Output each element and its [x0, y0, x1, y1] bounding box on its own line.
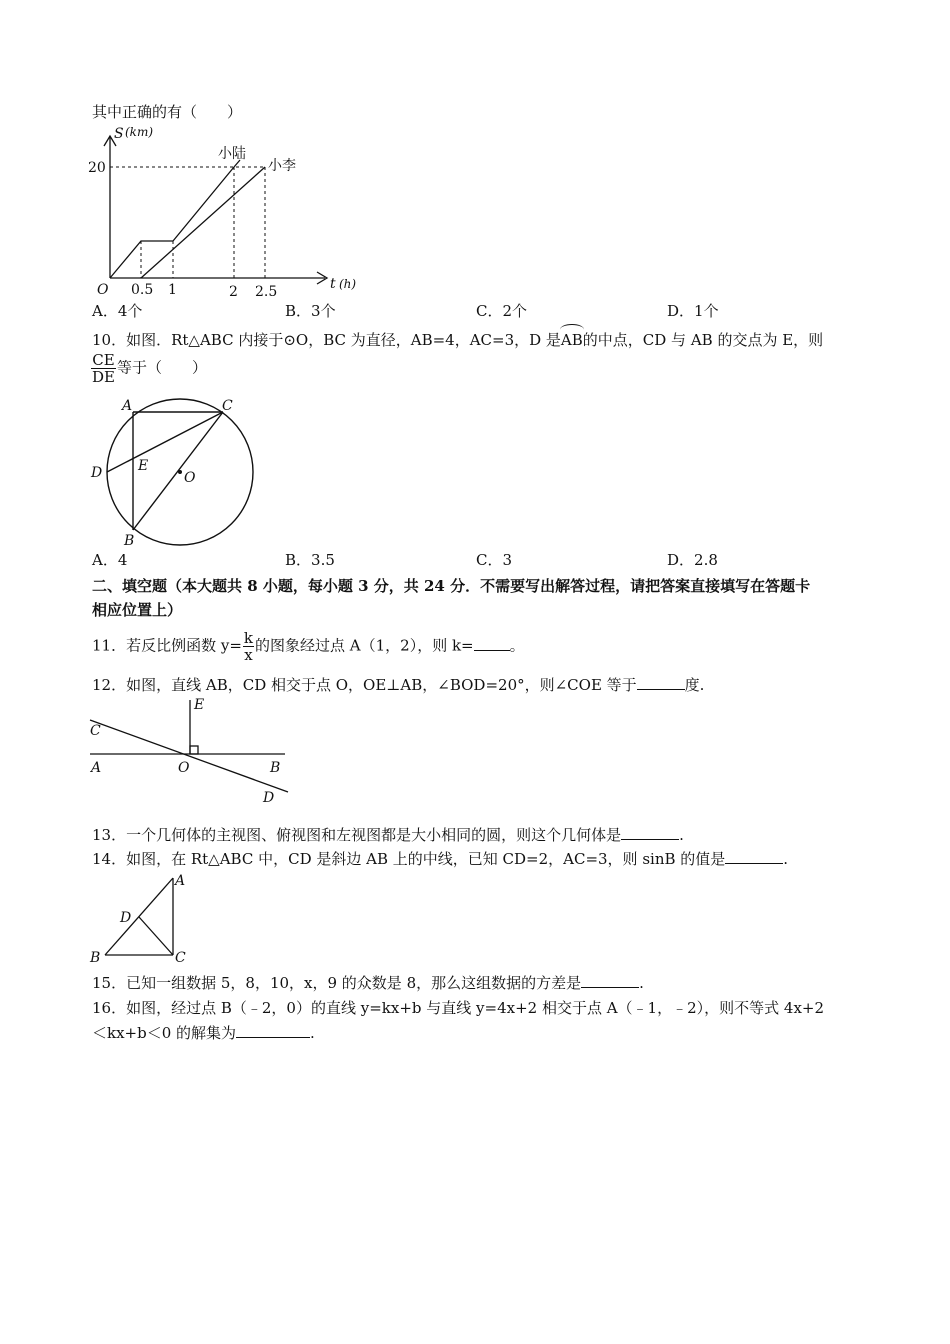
- q11-end: 。: [509, 636, 525, 655]
- q14-label-c: C: [175, 950, 186, 966]
- q10-text-a: 10．如图．Rt△ABC 内接于⊙O，BC 为直径，AB=4，AC=3，D 是: [92, 331, 561, 349]
- section2-heading-line2: 相应位置上）: [92, 601, 183, 619]
- q12-label-b: B: [270, 760, 281, 776]
- q10-label-o: O: [184, 470, 196, 486]
- q14-label-d: D: [120, 910, 132, 926]
- q10-label-d: D: [91, 465, 103, 481]
- q15-answer-blank: [581, 973, 639, 988]
- series-label-xiaoli: 小李: [268, 158, 296, 174]
- x-tick-2.5: 2.5: [255, 284, 278, 300]
- q12-label-c: C: [90, 723, 101, 739]
- q13-text: 13．一个几何体的主视图、俯视图和左视图都是大小相同的圆，则这个几何体是: [92, 826, 622, 844]
- x-axis-label: t: [330, 276, 336, 292]
- q16-answer-blank: [236, 1023, 310, 1038]
- q13-end: .: [679, 826, 684, 844]
- q10-option-b: B．3.5: [285, 551, 335, 569]
- q14-label-a: A: [175, 873, 186, 889]
- x-axis-unit: (h): [339, 277, 357, 291]
- series-label-xiaolu: 小陆: [218, 146, 246, 162]
- q10-option-c: C．3: [476, 551, 513, 569]
- q10-text-c: 等于（ ）: [116, 358, 207, 377]
- y-tick-20: 20: [88, 160, 106, 176]
- q10-fraction: $\frac{CE}{DE}$: [92, 351, 115, 386]
- x-tick-2: 2: [229, 284, 238, 300]
- q11-text-a: 11．若反比例函数 y=: [92, 636, 242, 655]
- q16-text: ＜kx+b＜0 的解集为: [92, 1024, 237, 1042]
- y-axis-unit: (km): [125, 125, 154, 139]
- q15-text: 15．已知一组数据 5，8，10，x，9 的众数是 8，那么这组数据的方差是: [92, 974, 582, 992]
- q12-label-e: E: [194, 697, 205, 713]
- q10-label-b: B: [124, 533, 135, 549]
- q10-option-d: D．2.8: [667, 551, 718, 569]
- q9-option-d: D．1个: [667, 302, 719, 320]
- x-tick-1: 1: [168, 282, 177, 298]
- q10-option-a: A．4: [92, 551, 128, 569]
- q15-stem: [92, 973, 644, 993]
- x-tick-0.5: 0.5: [131, 282, 154, 298]
- q16-stem-line2: [92, 1023, 315, 1043]
- q10-label-a: A: [122, 398, 133, 414]
- section2-heading-line1: 二、填空题（本大题共 8 小题，每小题 3 分，共 24 分．不需要写出解答过程，请把答案直接填写在答题卡: [92, 577, 811, 595]
- q14-end: .: [783, 850, 789, 868]
- q14-text: 14．如图，在 Rt△ABC 中，CD 是斜边 AB 上的中线，已知 CD=2，AC=3，则 sinB 的值是: [92, 850, 726, 868]
- q12-label-o: O: [178, 760, 190, 776]
- q9-option-c: C．2个: [476, 302, 528, 320]
- q12-label-a: A: [91, 760, 102, 776]
- q12-text: 12．如图，直线 AB，CD 相交于点 O，OE⊥AB，∠BOD=20°，则∠COE 等于: [92, 676, 637, 694]
- q11-text-b: 的图象经过点 A（1，2），则 k=: [255, 636, 474, 655]
- q12-end: 度.: [684, 676, 705, 694]
- q9-option-a: A．4个: [92, 302, 143, 320]
- origin-label: O: [97, 282, 109, 298]
- q9-option-b: B．3个: [285, 302, 336, 320]
- q10-text-b: 的中点，CD 与 AB 的交点为 E，则: [582, 331, 824, 349]
- q11-fraction: $\frac{k}{x}$: [243, 629, 253, 664]
- y-axis-label: S: [114, 126, 124, 142]
- q14-label-b: B: [90, 950, 101, 966]
- q10-arc-ab: AB: [561, 326, 583, 350]
- q10-label-c: C: [222, 398, 233, 414]
- q12-label-d: D: [263, 790, 275, 806]
- q16-stem-line1: 16．如图，经过点 B（﹣2，0）的直线 y=kx+b 与直线 y=4x+2 相交于点 A（﹣1，﹣2），则不等式 4x+2: [92, 999, 825, 1017]
- q9-stem-tail: 其中正确的有（ ）: [92, 103, 243, 121]
- q16-end: .: [310, 1024, 315, 1042]
- q10-label-e: E: [138, 458, 149, 474]
- q15-end: .: [639, 974, 644, 992]
